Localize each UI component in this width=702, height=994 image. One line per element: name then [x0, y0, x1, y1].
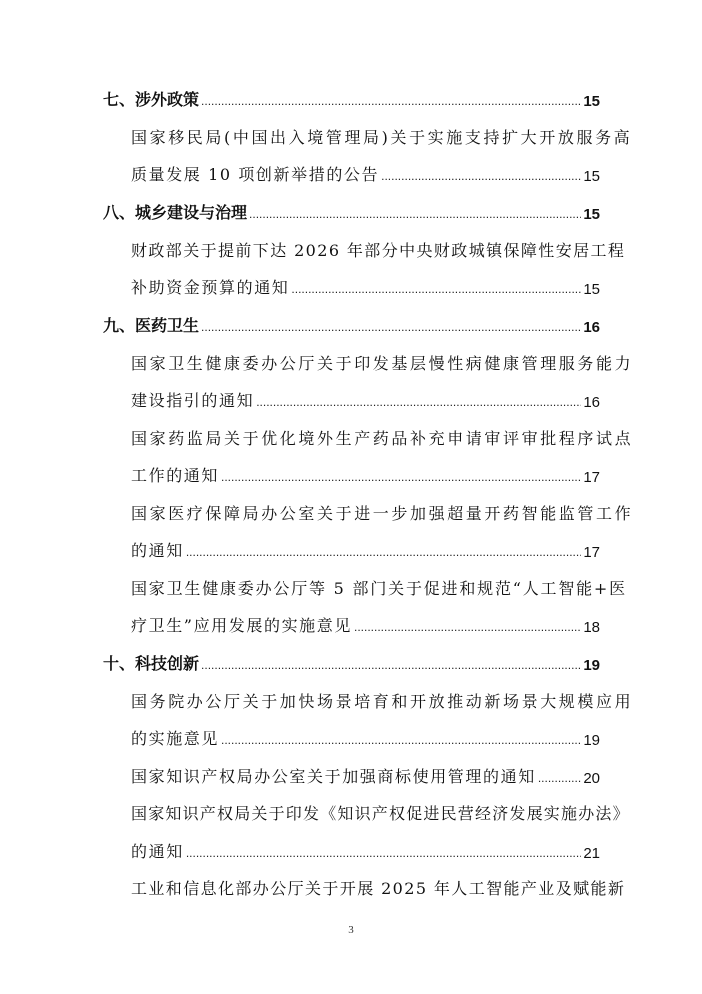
page-number: 3	[348, 924, 354, 936]
toc-entry[interactable]	[131, 765, 600, 787]
dot-leader	[186, 546, 582, 561]
entry-title-line1: 国家卫生健康委办公厅关于印发基层慢性病健康管理服务能力	[131, 354, 634, 373]
dot-leader	[201, 659, 581, 674]
dot-leader	[291, 283, 581, 298]
dot-leader	[256, 396, 581, 411]
dot-leader	[381, 170, 581, 185]
page-ref: 15	[583, 93, 600, 110]
entry-title-line1: 国家移民局(中国出入境管理局)关于实施支持扩大开放服务高	[131, 128, 633, 147]
entry-title-line1: 国家卫生健康委办公厅等 5 部门关于促进和规范“人工智能+医	[131, 579, 627, 598]
page-ref: 15	[583, 168, 600, 185]
entry-title-line1: 国家药监局关于优化境外生产药品补充申请审评审批程序试点	[131, 429, 634, 448]
toc-entry-continuation[interactable]	[131, 840, 600, 862]
toc-entry[interactable]	[131, 690, 634, 712]
dot-leader	[186, 847, 582, 862]
entry-title-line1: 国家知识产权局关于印发《知识产权促进民营经济发展实施办法》	[131, 804, 630, 823]
toc-entry[interactable]	[131, 427, 634, 449]
page-ref: 20	[583, 770, 600, 787]
section-number: 七、	[103, 90, 136, 109]
dot-leader	[354, 621, 581, 636]
toc-entry[interactable]	[131, 877, 626, 899]
page-ref: 19	[583, 657, 600, 674]
entry-title-line1: 财政部关于提前下达 2026 年部分中央财政城镇保障性安居工程	[131, 241, 626, 260]
toc-entry-continuation[interactable]	[131, 389, 600, 411]
toc-entry[interactable]	[131, 502, 634, 524]
toc-entry[interactable]	[131, 802, 630, 824]
section-title: 城乡建设与治理	[135, 203, 248, 222]
toc-entry-continuation[interactable]	[131, 539, 600, 561]
dot-leader	[221, 471, 581, 486]
toc-section[interactable]	[103, 314, 600, 336]
entry-title-line2: 建设指引的通知	[131, 391, 255, 410]
page-ref: 17	[583, 469, 600, 486]
entry-title-line1: 工业和信息化部办公厅关于开展 2025 年人工智能产业及赋能新	[131, 879, 626, 898]
page-ref: 18	[583, 619, 600, 636]
toc-entry-continuation[interactable]	[131, 276, 600, 298]
toc-entry[interactable]	[131, 352, 634, 374]
page-ref: 15	[583, 281, 600, 298]
section-title: 涉外政策	[135, 90, 200, 109]
toc-entry[interactable]	[131, 577, 627, 599]
section-title: 科技创新	[135, 654, 200, 673]
toc-entry-continuation[interactable]	[131, 727, 600, 749]
toc-entry-continuation[interactable]	[131, 464, 600, 486]
dot-leader	[249, 208, 581, 223]
entry-title-line2: 工作的通知	[131, 466, 220, 485]
page-ref: 17	[583, 544, 600, 561]
dot-leader	[201, 321, 581, 336]
page-ref: 19	[583, 732, 600, 749]
toc-section[interactable]	[103, 88, 600, 110]
entry-title-line1: 国务院办公厅关于加快场景培育和开放推动新场景大规模应用	[131, 692, 634, 711]
entry-title-line2: 的通知	[131, 842, 184, 861]
page-ref: 16	[583, 319, 600, 336]
toc-section[interactable]	[103, 201, 600, 223]
toc-entry[interactable]	[131, 126, 633, 148]
entry-title-line2: 的通知	[131, 541, 184, 560]
section-number: 十、	[103, 654, 136, 673]
entry-title-line1: 国家医疗保障局办公室关于进一步加强超量开药智能监管工作	[131, 504, 634, 523]
dot-leader	[221, 734, 581, 749]
page-ref: 15	[583, 206, 600, 223]
entry-title-line1: 国家知识产权局办公室关于加强商标使用管理的通知	[131, 767, 536, 786]
page-ref: 21	[583, 845, 600, 862]
toc-entry-continuation[interactable]	[131, 614, 600, 636]
dot-leader	[538, 772, 582, 787]
section-number: 八、	[103, 203, 136, 222]
dot-leader	[201, 95, 581, 110]
entry-title-line2: 质量发展 10 项创新举措的公告	[131, 165, 380, 184]
entry-title-line2: 疗卫生”应用发展的实施意见	[131, 616, 352, 635]
page-ref: 16	[583, 394, 600, 411]
section-number: 九、	[103, 316, 136, 335]
toc-entry-continuation[interactable]	[131, 163, 600, 185]
section-title: 医药卫生	[135, 316, 200, 335]
entry-title-line2: 的实施意见	[131, 729, 220, 748]
toc-entry[interactable]	[131, 239, 626, 261]
entry-title-line2: 补助资金预算的通知	[131, 278, 290, 297]
toc-section[interactable]	[103, 652, 600, 674]
